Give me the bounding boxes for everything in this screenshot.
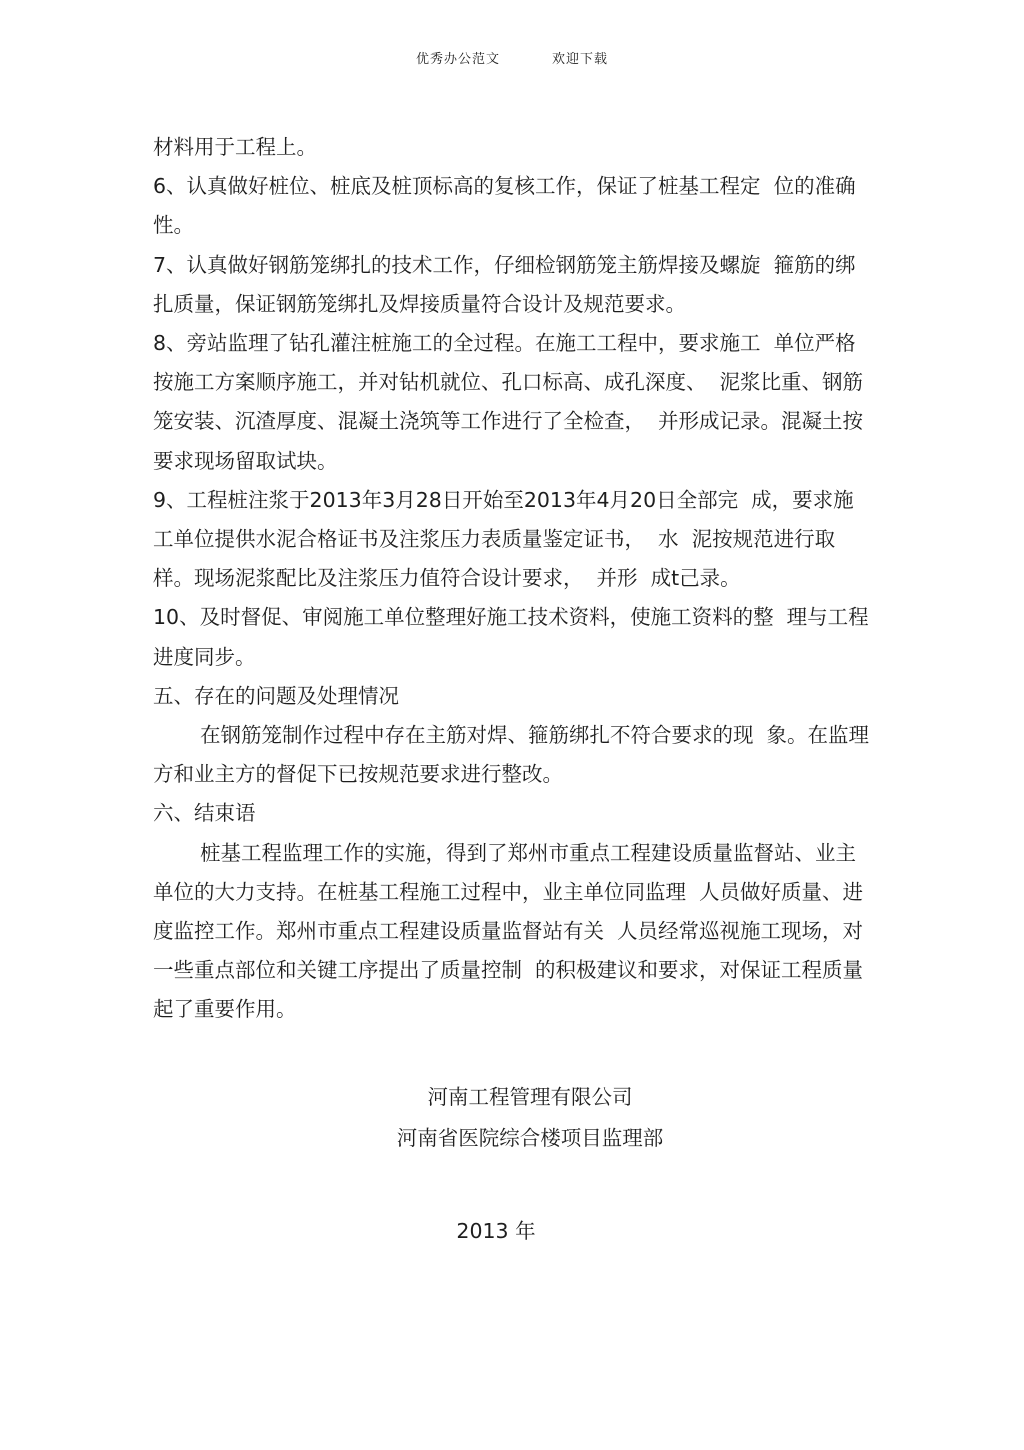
header-left-text: 优秀办公范文 (415, 52, 500, 67)
signature-department: 河南省医院综合楼项目监理部 (396, 1126, 664, 1150)
paragraph-item-7: 7、认真做好钢筋笼绑扎的技术工作，仔细检钢筋笼主筋焊接及螺旋 箍筋的绑扎质量，保证钢筋笼绑扎及焊接质量符合设计及规范要求。 (153, 252, 856, 316)
paragraph-issues: 在钢筋笼制作过程中存在主筋对焊、箍筋绑扎不符合要求的现 象。在监理方和业主方的督促下已按规范要求进行整改。 (153, 723, 870, 787)
section-heading-issues: 五、存在的问题及处理情况 (153, 683, 399, 708)
section-heading-conclusion: 六、结束语 (153, 801, 256, 826)
document-body (153, 128, 873, 1030)
page-header (0, 48, 1024, 67)
paragraph-item-6: 6、认真做好桩位、桩底及桩顶标高的复核工作，保证了桩基工程定 位的准确性。 (153, 174, 856, 238)
header-right-text: 欢迎下载 (552, 52, 609, 67)
signature-year: 2013 年 (456, 1219, 536, 1243)
paragraph-item-8: 8、旁站监理了钻孔灌注桩施工的全过程。在施工工程中，要求施工 单位严格按施工方案顺序施工，并对钻机就位、孔口标高、成孔深度、 泥浆比重、钢筋笼安装、沉渣厚度、混凝土浇筑等工作进行了全检查， 并形成记录。混凝土按要求现场留取试块。 (153, 331, 864, 473)
paragraph-item-10: 10、及时督促、审阅施工单位整理好施工技术资料，使施工资料的整 理与工程进度同步。 (153, 605, 869, 669)
signature-company: 河南工程管理有限公司 (427, 1085, 633, 1109)
paragraph-continuation: 材料用于工程上。 (153, 135, 317, 159)
paragraph-item-9: 9、工程桩注浆于2013年3月28日开始至2013年4月20日全部完 成，要求施工单位提供水泥合格证书及注浆压力表质量鉴定证书， 水 泥按规范进行取样。现场泥浆配比及注浆压力值符合设计要求， 并形 成t己录。 (153, 487, 854, 591)
paragraph-conclusion: 桩基工程监理工作的实施，得到了郑州市重点工程建设质量监督站、业主单位的大力支持。在桩基工程施工过程中，业主单位同监理 人员做好质量、进度监控工作。郑州市重点工程建设质量监督站有关 人员经常巡视施工现场，对一些重点部位和关键工序提出了质量控制 的积极建议和要求，对保证工程质量起了重要作用。 (153, 840, 864, 1022)
